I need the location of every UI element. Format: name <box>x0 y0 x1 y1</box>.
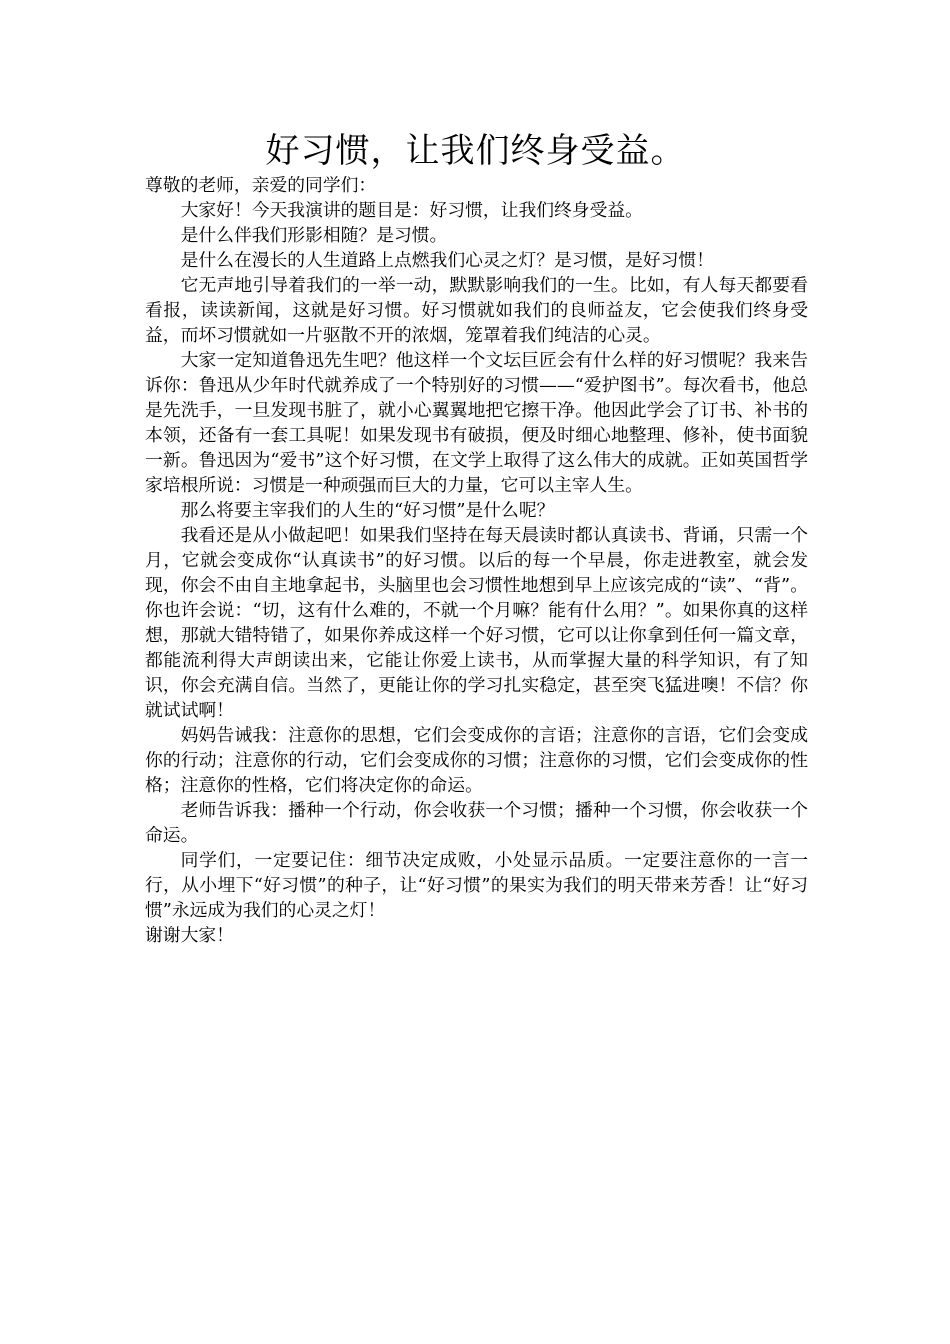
paragraph: 大家一定知道鲁迅先生吧？他这样一个文坛巨匠会有什么样的好习惯呢？我来告诉你：鲁迅从少年时代就养成了一个特别好的习惯——“爱护图书”。每次看书，他总是先洗手，一旦发现书脏了，就小心翼翼地把它擦干净。他因此学会了订书、补书的本领，还备有一套工具呢！如果发现书有破损，便及时细心地整理、修补，使书面貌一新。鲁迅因为“爱书”这个好习惯，在文学上取得了这么伟大的成就。正如英国哲学家培根所说：习惯是一种顽强而巨大的力量，它可以主宰人生。 <box>145 350 808 496</box>
paragraph: 老师告诉我：播种一个行动，你会收获一个习惯；播种一个习惯，你会收获一个命运。 <box>145 800 808 846</box>
paragraph: 同学们，一定要记住：细节决定成败，小处显示品质。一定要注意你的一言一行，从小埋下“好习惯”的种子，让“好习惯”的果实为我们的明天带来芳香！让“好习惯”永远成为我们的心灵之灯！ <box>145 850 808 921</box>
document-body <box>145 173 808 948</box>
paragraph: 是什么伴我们形影相随？是习惯。 <box>180 225 448 246</box>
paragraph: 是什么在漫长的人生道路上点燃我们心灵之灯？是习惯，是好习惯！ <box>180 250 715 271</box>
page-title: 好习惯，让我们终身受益。 <box>265 131 686 171</box>
paragraph: 那么将要主宰我们的人生的“好习惯”是什么呢？ <box>180 500 555 521</box>
paragraph: 它无声地引导着我们的一举一动，默默影响我们的一生。比如，有人每天都要看看报，读读新闻，这就是好习惯。好习惯就如我们的良师益友，它会使我们终身受益，而坏习惯就如一片驱散不开的浓烟，笼罩着我们纯洁的心灵。 <box>145 275 808 346</box>
paragraph: 妈妈告诫我：注意你的思想，它们会变成你的言语；注意你的言语，它们会变成你的行动；注意你的行动，它们会变成你的习惯；注意你的习惯，它们会变成你的性格；注意你的性格，它们将决定你的命运。 <box>145 725 808 796</box>
closing-line: 谢谢大家！ <box>145 925 234 946</box>
paragraph: 我看还是从小做起吧！如果我们坚持在每天晨读时都认真读书、背诵，只需一个月，它就会变成你“认真读书”的好习惯。以后的每一个早晨，你走进教室，就会发现，你会不由自主地拿起书，头脑里也会习惯性地想到早上应该完成的“读”、“背”。你也许会说：“切，这有什么难的，不就一个月嘛？能有什么用？”。如果你真的这样想，那就大错特错了，如果你养成这样一个好习惯，它可以让你拿到任何一篇文章，都能流利得大声朗读出来，它能让你爱上读书，从而掌握大量的科学知识，有了知识，你会充满自信。当然了，更能让你的学习扎实稳定，甚至突飞猛进噢！不信？你就试试啊！ <box>145 525 808 721</box>
paragraph: 大家好！今天我演讲的题目是：好习惯，让我们终身受益。 <box>180 200 643 221</box>
salutation: 尊敬的老师，亲爱的同学们： <box>145 175 377 196</box>
